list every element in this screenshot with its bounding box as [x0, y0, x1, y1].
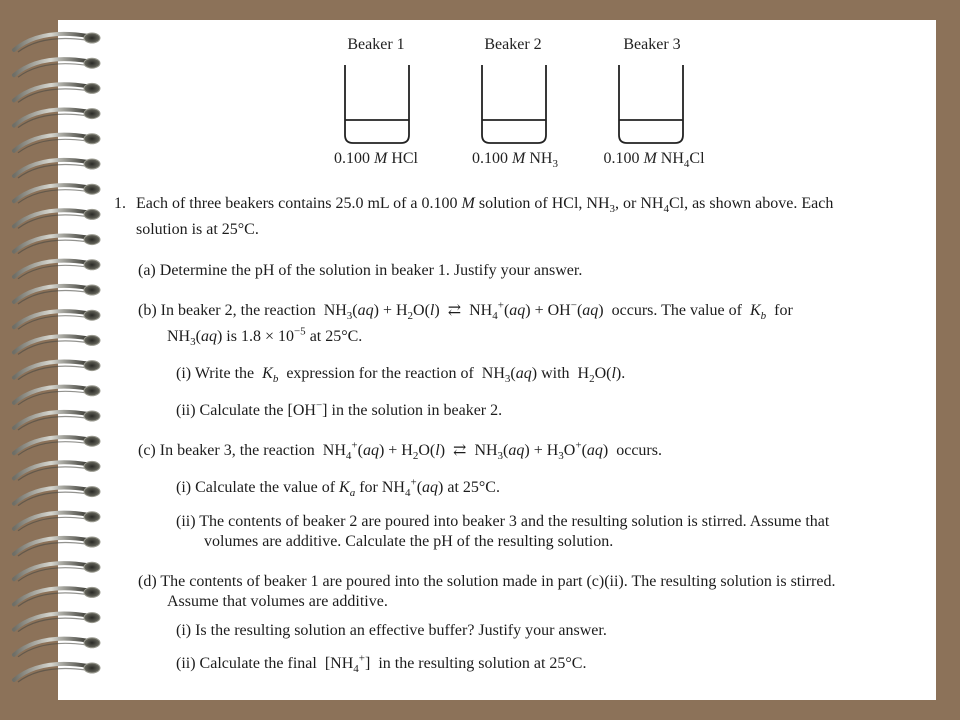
- beaker-2-solution: 0.100 M $NH_3$: [472, 150, 558, 171]
- part-d-line1: (d) The contents of beaker 1 are poured into the solution made in part (c)(ii). The resulting solution is stirred.: [138, 573, 836, 590]
- beaker-1-icon: [345, 65, 409, 143]
- part-b-line1: (b) In beaker 2, the reaction $NH_3(aq) + H_2O(l)$ ⇄ $NH_4^+(aq) + OH^-(aq)$ occurs. The value of $K_b$ for: [138, 299, 793, 323]
- coil-loop: [14, 109, 100, 128]
- question-intro-line2: solution is at 25°C.: [136, 221, 259, 238]
- coil-loop: [14, 537, 100, 556]
- coil-loop: [14, 33, 100, 52]
- coil-loop: [14, 134, 100, 153]
- coil-loop: [14, 562, 100, 581]
- beaker-3-solution: 0.100 M $NH_4Cl$: [603, 150, 705, 171]
- question-intro-line1: Each of three beakers contains 25.0 mL of a 0.100 M solution of HCl, $NH_3$, or $NH_4Cl$, as shown above. Each: [136, 195, 834, 216]
- coil-loop: [14, 335, 100, 354]
- worksheet-page: [58, 20, 936, 700]
- coil-loop: [14, 310, 100, 329]
- beaker-1-solution: 0.100 M HCl: [334, 150, 418, 167]
- coil-loop: [14, 209, 100, 228]
- part-b-ii: (ii) Calculate the [OH−] in the solution in beaker 2.: [176, 399, 503, 419]
- beaker-2-icon: [482, 65, 546, 143]
- question-number: 1.: [114, 195, 126, 212]
- spiral-binding: [0, 0, 110, 720]
- part-d-i: (i) Is the resulting solution an effective buffer? Justify your answer.: [176, 622, 607, 639]
- part-c-ii-line2: volumes are additive. Calculate the pH of the resulting solution.: [204, 533, 614, 550]
- coil-loop: [14, 386, 100, 405]
- coil-loop: [14, 58, 100, 77]
- coil-loop: [14, 613, 100, 632]
- part-c: (c) In beaker 3, the reaction $NH_4^+(aq) + H_2O(l)$ ⇄ $NH_3(aq) + H_3O^+(aq)$ occurs.: [138, 439, 662, 463]
- coil-loop: [14, 663, 100, 682]
- beaker-1-label: Beaker 1: [347, 36, 405, 53]
- coil-loop: [14, 461, 100, 480]
- beaker-drawings: [58, 20, 936, 200]
- coil-loop: [14, 260, 100, 279]
- part-a: (a) Determine the pH of the solution in beaker 1. Justify your answer.: [138, 262, 583, 279]
- coil-loop: [14, 512, 100, 531]
- beaker-3-icon: [619, 65, 683, 143]
- coil-loop: [14, 361, 100, 380]
- coil-loop: [14, 411, 100, 430]
- beaker-diagram: [58, 20, 936, 200]
- coil-loop: [14, 587, 100, 606]
- part-b-line2: $NH_3(aq)$ is $1.8 \times 10^{-5}$ at 25°C.: [167, 325, 363, 349]
- coil-loop: [14, 83, 100, 102]
- part-c-i: (i) Calculate the value of $K_a$ for $NH_4^+(aq)$ at 25°C.: [176, 476, 500, 500]
- part-d-ii: (ii) Calculate the final $[NH_4^+]$ in the resulting solution at 25°C.: [176, 652, 587, 676]
- coil-loop: [14, 487, 100, 506]
- beaker-2-label: Beaker 2: [484, 36, 542, 53]
- beaker-3-label: Beaker 3: [623, 36, 681, 53]
- part-c-ii-line1: (ii) The contents of beaker 2 are poured into beaker 3 and the resulting solution is stirred. Assume that: [176, 513, 830, 530]
- coil-loop: [14, 436, 100, 455]
- coil-loop: [14, 159, 100, 178]
- coil-loop: [14, 184, 100, 203]
- part-b-i: (i) Write the $K_b$ expression for the reaction of $NH_3(aq)$ with $H_2O(l)$.: [176, 365, 626, 386]
- part-d-line2: Assume that volumes are additive.: [167, 593, 388, 610]
- coil-loop: [14, 235, 100, 254]
- coil-loop: [14, 285, 100, 304]
- coil-loop: [14, 638, 100, 657]
